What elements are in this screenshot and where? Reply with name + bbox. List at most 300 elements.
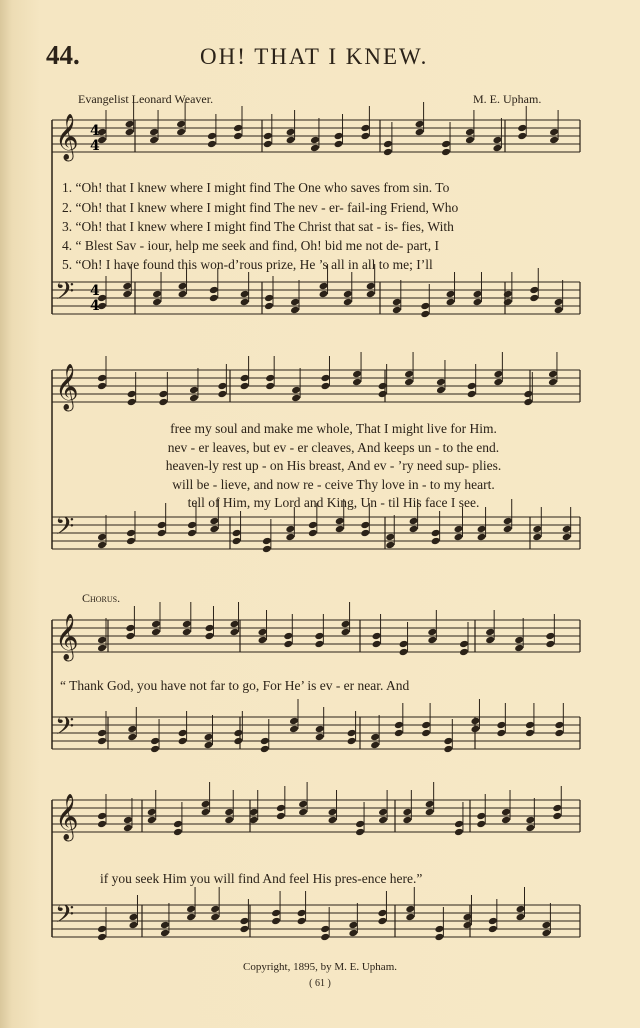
treble-clef-icon: 𝄞 bbox=[55, 794, 79, 840]
note-head bbox=[264, 302, 274, 311]
note-head bbox=[289, 725, 299, 734]
note-head bbox=[210, 905, 220, 914]
note-head bbox=[434, 925, 444, 934]
note-head bbox=[470, 717, 480, 726]
note-head bbox=[147, 816, 157, 825]
note-head bbox=[366, 290, 376, 299]
note-head bbox=[467, 382, 477, 391]
note-head bbox=[209, 517, 219, 526]
note-head bbox=[392, 306, 402, 315]
note-head bbox=[127, 390, 137, 399]
note-head bbox=[446, 298, 456, 307]
note-head bbox=[378, 382, 388, 391]
note-head bbox=[97, 925, 107, 934]
note-head bbox=[441, 140, 451, 149]
note-head bbox=[151, 628, 161, 637]
note-head bbox=[209, 286, 219, 295]
note-head bbox=[415, 120, 425, 129]
note-head bbox=[459, 640, 469, 649]
note-head bbox=[402, 816, 412, 825]
note-head bbox=[548, 370, 558, 379]
hymn-title: OH! THAT I KNEW. bbox=[200, 44, 429, 69]
note-head bbox=[230, 628, 240, 637]
note-head bbox=[488, 925, 498, 934]
note-head bbox=[315, 725, 325, 734]
note-head bbox=[465, 136, 475, 145]
note-head bbox=[415, 128, 425, 137]
note-head bbox=[157, 521, 167, 530]
note-head bbox=[176, 120, 186, 129]
note-head bbox=[492, 136, 502, 145]
note-head bbox=[125, 128, 135, 137]
note-head bbox=[370, 741, 380, 750]
verse-line: 2. “Oh! that I knew where I might find The nev - er- fail-ing Friend, Who bbox=[62, 200, 459, 215]
note-head bbox=[205, 632, 215, 641]
note-head bbox=[516, 905, 526, 914]
note-head bbox=[207, 132, 217, 141]
note-head bbox=[532, 525, 542, 534]
note-head bbox=[157, 529, 167, 538]
note-head bbox=[493, 378, 503, 387]
note-head bbox=[347, 729, 357, 738]
note-head bbox=[127, 398, 137, 407]
note-head bbox=[405, 913, 415, 922]
note-head bbox=[205, 624, 215, 633]
note-head bbox=[514, 644, 524, 653]
note-head bbox=[125, 624, 135, 633]
verse-line: 1. “Oh! that I knew where I might find The One who saves from sin. To bbox=[62, 180, 450, 195]
note-head bbox=[262, 545, 272, 554]
note-head bbox=[477, 525, 487, 534]
note-head bbox=[554, 298, 564, 307]
note-head bbox=[217, 390, 227, 399]
note-head bbox=[285, 533, 295, 542]
note-head bbox=[343, 298, 353, 307]
note-head bbox=[328, 808, 338, 817]
verse-line: heaven-ly rest up - on His breast, And ev - ’ry need sup- plies. bbox=[165, 458, 502, 473]
note-head bbox=[492, 144, 502, 153]
note-head bbox=[122, 282, 132, 291]
note-head bbox=[240, 382, 250, 391]
note-head bbox=[352, 370, 362, 379]
note-head bbox=[404, 370, 414, 379]
note-head bbox=[158, 390, 168, 399]
note-head bbox=[232, 537, 242, 546]
note-head bbox=[485, 636, 495, 645]
note-head bbox=[240, 374, 250, 383]
note-head bbox=[496, 729, 506, 738]
note-head bbox=[217, 382, 227, 391]
note-head bbox=[549, 136, 559, 145]
note-head bbox=[454, 820, 464, 829]
treble-clef-icon: 𝄞 bbox=[55, 614, 79, 660]
note-head bbox=[352, 378, 362, 387]
note-head bbox=[178, 729, 188, 738]
note-head bbox=[276, 812, 286, 821]
note-head bbox=[283, 640, 293, 649]
note-head bbox=[431, 537, 441, 546]
note-head bbox=[271, 917, 281, 926]
note-head bbox=[308, 529, 318, 538]
note-head bbox=[209, 525, 219, 534]
note-head bbox=[260, 745, 270, 754]
note-head bbox=[260, 737, 270, 746]
note-head bbox=[150, 745, 160, 754]
note-head bbox=[517, 132, 527, 141]
note-head bbox=[360, 124, 370, 133]
note-head bbox=[378, 390, 388, 399]
note-head bbox=[127, 733, 137, 742]
note-head bbox=[298, 800, 308, 809]
note-head bbox=[290, 306, 300, 315]
note-head bbox=[160, 921, 170, 930]
note-head bbox=[529, 294, 539, 303]
note-head bbox=[97, 812, 107, 821]
note-head bbox=[297, 909, 307, 918]
note-head bbox=[239, 925, 249, 934]
note-head bbox=[477, 533, 487, 542]
note-head bbox=[265, 374, 275, 383]
note-head bbox=[501, 816, 511, 825]
note-head bbox=[377, 909, 387, 918]
hymn-number: 44. bbox=[46, 40, 80, 70]
note-head bbox=[127, 725, 137, 734]
treble-clef-icon: 𝄞 bbox=[55, 364, 79, 410]
note-head bbox=[152, 298, 162, 307]
note-head bbox=[310, 136, 320, 145]
note-head bbox=[360, 132, 370, 141]
note-head bbox=[262, 537, 272, 546]
note-head bbox=[446, 290, 456, 299]
note-head bbox=[126, 529, 136, 538]
note-head bbox=[454, 525, 464, 534]
note-head bbox=[240, 298, 250, 307]
note-head bbox=[233, 124, 243, 133]
note-head bbox=[207, 140, 217, 149]
note-head bbox=[178, 290, 188, 299]
note-head bbox=[298, 808, 308, 817]
note-head bbox=[443, 737, 453, 746]
note-head bbox=[189, 386, 199, 395]
note-head bbox=[334, 132, 344, 141]
note-head bbox=[178, 737, 188, 746]
note-head bbox=[532, 533, 542, 542]
note-head bbox=[404, 378, 414, 387]
note-head bbox=[320, 933, 330, 942]
note-head bbox=[173, 820, 183, 829]
bass-clef-icon: 𝄢 bbox=[55, 512, 75, 547]
note-head bbox=[383, 140, 393, 149]
note-head bbox=[485, 628, 495, 637]
note-head bbox=[392, 298, 402, 307]
note-head bbox=[554, 306, 564, 315]
note-head bbox=[151, 620, 161, 629]
note-head bbox=[348, 921, 358, 930]
note-head bbox=[334, 140, 344, 149]
note-head bbox=[97, 644, 107, 653]
note-head bbox=[425, 808, 435, 817]
note-head bbox=[201, 800, 211, 809]
note-head bbox=[335, 525, 345, 534]
note-head bbox=[385, 541, 395, 550]
note-head bbox=[152, 290, 162, 299]
note-head bbox=[434, 933, 444, 942]
note-head bbox=[232, 529, 242, 538]
page-number: ( 61 ) bbox=[309, 978, 331, 989]
note-head bbox=[189, 394, 199, 403]
note-head bbox=[355, 828, 365, 837]
note-head bbox=[372, 632, 382, 641]
note-head bbox=[123, 816, 133, 825]
note-head bbox=[503, 290, 513, 299]
note-head bbox=[541, 921, 551, 930]
time-signature: 4 bbox=[90, 123, 100, 139]
note-head bbox=[97, 382, 107, 391]
note-head bbox=[554, 729, 564, 738]
note-head bbox=[314, 632, 324, 641]
note-head bbox=[459, 648, 469, 657]
note-head bbox=[476, 812, 486, 821]
time-signature: 4 bbox=[90, 298, 100, 314]
note-head bbox=[562, 525, 572, 534]
note-head bbox=[201, 808, 211, 817]
note-head bbox=[370, 733, 380, 742]
note-head bbox=[525, 721, 535, 730]
note-head bbox=[97, 533, 107, 542]
note-head bbox=[454, 533, 464, 542]
note-head bbox=[463, 913, 473, 922]
note-head bbox=[523, 398, 533, 407]
note-head bbox=[97, 541, 107, 550]
composer-credit: M. E. Upham. bbox=[473, 92, 542, 106]
note-head bbox=[290, 298, 300, 307]
note-head bbox=[503, 517, 513, 526]
note-head bbox=[503, 525, 513, 534]
note-head bbox=[348, 929, 358, 938]
note-head bbox=[366, 282, 376, 291]
note-head bbox=[493, 370, 503, 379]
note-head bbox=[377, 917, 387, 926]
chorus-label: Chorus. bbox=[82, 591, 121, 605]
note-head bbox=[178, 282, 188, 291]
note-head bbox=[264, 294, 274, 303]
note-head bbox=[328, 816, 338, 825]
note-head bbox=[129, 921, 139, 930]
note-head bbox=[265, 382, 275, 391]
note-head bbox=[405, 905, 415, 914]
note-head bbox=[129, 913, 139, 922]
note-head bbox=[149, 136, 159, 145]
note-head bbox=[409, 525, 419, 534]
note-head bbox=[310, 144, 320, 153]
note-head bbox=[187, 529, 197, 538]
note-head bbox=[402, 808, 412, 817]
note-head bbox=[545, 640, 555, 649]
note-head bbox=[420, 310, 430, 319]
note-head bbox=[378, 808, 388, 817]
note-head bbox=[289, 717, 299, 726]
note-head bbox=[431, 529, 441, 538]
note-head bbox=[125, 120, 135, 129]
note-head bbox=[210, 913, 220, 922]
copyright: Copyright, 1895, by M. E. Upham. bbox=[243, 961, 397, 973]
note-head bbox=[308, 521, 318, 530]
note-head bbox=[372, 640, 382, 649]
note-head bbox=[496, 721, 506, 730]
note-head bbox=[224, 816, 234, 825]
note-head bbox=[562, 533, 572, 542]
lyricist-credit: Evangelist Leonard Weaver. bbox=[78, 92, 214, 106]
note-head bbox=[204, 741, 214, 750]
note-head bbox=[488, 917, 498, 926]
note-head bbox=[239, 917, 249, 926]
note-head bbox=[441, 148, 451, 157]
note-head bbox=[399, 648, 409, 657]
note-head bbox=[425, 800, 435, 809]
time-signature: 4 bbox=[90, 138, 100, 154]
note-head bbox=[554, 721, 564, 730]
note-head bbox=[97, 729, 107, 738]
note-head bbox=[385, 533, 395, 542]
note-head bbox=[286, 136, 296, 145]
note-head bbox=[285, 525, 295, 534]
note-head bbox=[473, 290, 483, 299]
note-head bbox=[122, 290, 132, 299]
note-head bbox=[291, 386, 301, 395]
note-head bbox=[399, 640, 409, 649]
note-head bbox=[187, 521, 197, 530]
note-head bbox=[529, 286, 539, 295]
note-head bbox=[383, 148, 393, 157]
note-head bbox=[436, 386, 446, 395]
note-head bbox=[147, 808, 157, 817]
note-head bbox=[263, 140, 273, 149]
note-head bbox=[321, 374, 331, 383]
note-head bbox=[541, 929, 551, 938]
note-head bbox=[427, 636, 437, 645]
note-head bbox=[394, 721, 404, 730]
verse-line: nev - er leaves, but ev - er cleaves, And keeps un - to the end. bbox=[167, 440, 500, 455]
note-head bbox=[552, 804, 562, 813]
note-head bbox=[525, 729, 535, 738]
note-head bbox=[467, 390, 477, 399]
note-head bbox=[548, 378, 558, 387]
note-head bbox=[525, 824, 535, 833]
bass-clef-icon: 𝄢 bbox=[55, 712, 75, 747]
chorus-line: if you seek Him you will find And feel His pres-ence here.” bbox=[100, 871, 423, 886]
note-head bbox=[463, 921, 473, 930]
note-head bbox=[476, 820, 486, 829]
note-head bbox=[394, 729, 404, 738]
note-head bbox=[465, 128, 475, 137]
note-head bbox=[97, 933, 107, 942]
note-head bbox=[209, 294, 219, 303]
note-head bbox=[97, 737, 107, 746]
bass-clef-icon: 𝄢 bbox=[55, 277, 75, 312]
note-head bbox=[360, 529, 370, 538]
note-head bbox=[436, 378, 446, 387]
note-head bbox=[186, 913, 196, 922]
note-head bbox=[341, 620, 351, 629]
note-head bbox=[97, 820, 107, 829]
note-head bbox=[473, 298, 483, 307]
note-head bbox=[503, 298, 513, 307]
note-head bbox=[160, 929, 170, 938]
note-head bbox=[233, 729, 243, 738]
note-head bbox=[454, 828, 464, 837]
note-head bbox=[315, 733, 325, 742]
note-head bbox=[501, 808, 511, 817]
note-head bbox=[443, 745, 453, 754]
note-head bbox=[240, 290, 250, 299]
note-head bbox=[427, 628, 437, 637]
chorus-line: “ Thank God, you have not far to go, For He’ is ev - er near. And bbox=[60, 678, 410, 693]
note-head bbox=[271, 909, 281, 918]
note-head bbox=[286, 128, 296, 137]
note-head bbox=[176, 128, 186, 137]
note-head bbox=[297, 917, 307, 926]
note-head bbox=[347, 737, 357, 746]
note-head bbox=[421, 721, 431, 730]
note-head bbox=[343, 290, 353, 299]
verse-line: 4. “ Blest Sav - iour, help me seek and find, Oh! bid me not de- part, I bbox=[62, 238, 439, 253]
verse-line: 3. “Oh! that I knew where I might find The Christ that sat - is- fies, With bbox=[62, 219, 454, 234]
note-head bbox=[314, 640, 324, 649]
note-head bbox=[378, 816, 388, 825]
note-head bbox=[360, 521, 370, 530]
verse-line: will be - lieve, and now re - ceive Thy love in - to my heart. bbox=[172, 477, 495, 492]
note-head bbox=[409, 517, 419, 526]
note-head bbox=[421, 729, 431, 738]
note-head bbox=[230, 620, 240, 629]
note-head bbox=[320, 925, 330, 934]
note-head bbox=[125, 632, 135, 641]
note-head bbox=[224, 808, 234, 817]
note-head bbox=[123, 824, 133, 833]
note-head bbox=[258, 628, 268, 637]
verse-line: 5. “Oh! I have found this won-d’rous prize, He ’s all in all to me; I’ll bbox=[62, 257, 433, 272]
note-head bbox=[233, 737, 243, 746]
note-head bbox=[517, 124, 527, 133]
note-head bbox=[204, 733, 214, 742]
note-head bbox=[549, 128, 559, 137]
note-head bbox=[470, 725, 480, 734]
note-head bbox=[182, 620, 192, 629]
time-signature: 4 bbox=[90, 283, 100, 299]
note-head bbox=[516, 913, 526, 922]
note-head bbox=[126, 537, 136, 546]
note-head bbox=[319, 282, 329, 291]
treble-clef-icon: 𝄞 bbox=[55, 114, 79, 160]
verse-line: tell of Him, my Lord and King, Un - til His face I see. bbox=[187, 495, 480, 510]
note-head bbox=[525, 816, 535, 825]
note-head bbox=[321, 382, 331, 391]
bass-clef-icon: 𝄢 bbox=[55, 900, 75, 935]
note-head bbox=[341, 628, 351, 637]
note-head bbox=[186, 905, 196, 914]
note-head bbox=[173, 828, 183, 837]
note-head bbox=[182, 628, 192, 637]
note-head bbox=[97, 636, 107, 645]
note-head bbox=[420, 302, 430, 311]
note-head bbox=[276, 804, 286, 813]
verse-line: free my soul and make me whole, That I might live for Him. bbox=[170, 421, 497, 436]
note-head bbox=[545, 632, 555, 641]
note-head bbox=[233, 132, 243, 141]
note-head bbox=[150, 737, 160, 746]
note-head bbox=[263, 132, 273, 141]
note-head bbox=[319, 290, 329, 299]
